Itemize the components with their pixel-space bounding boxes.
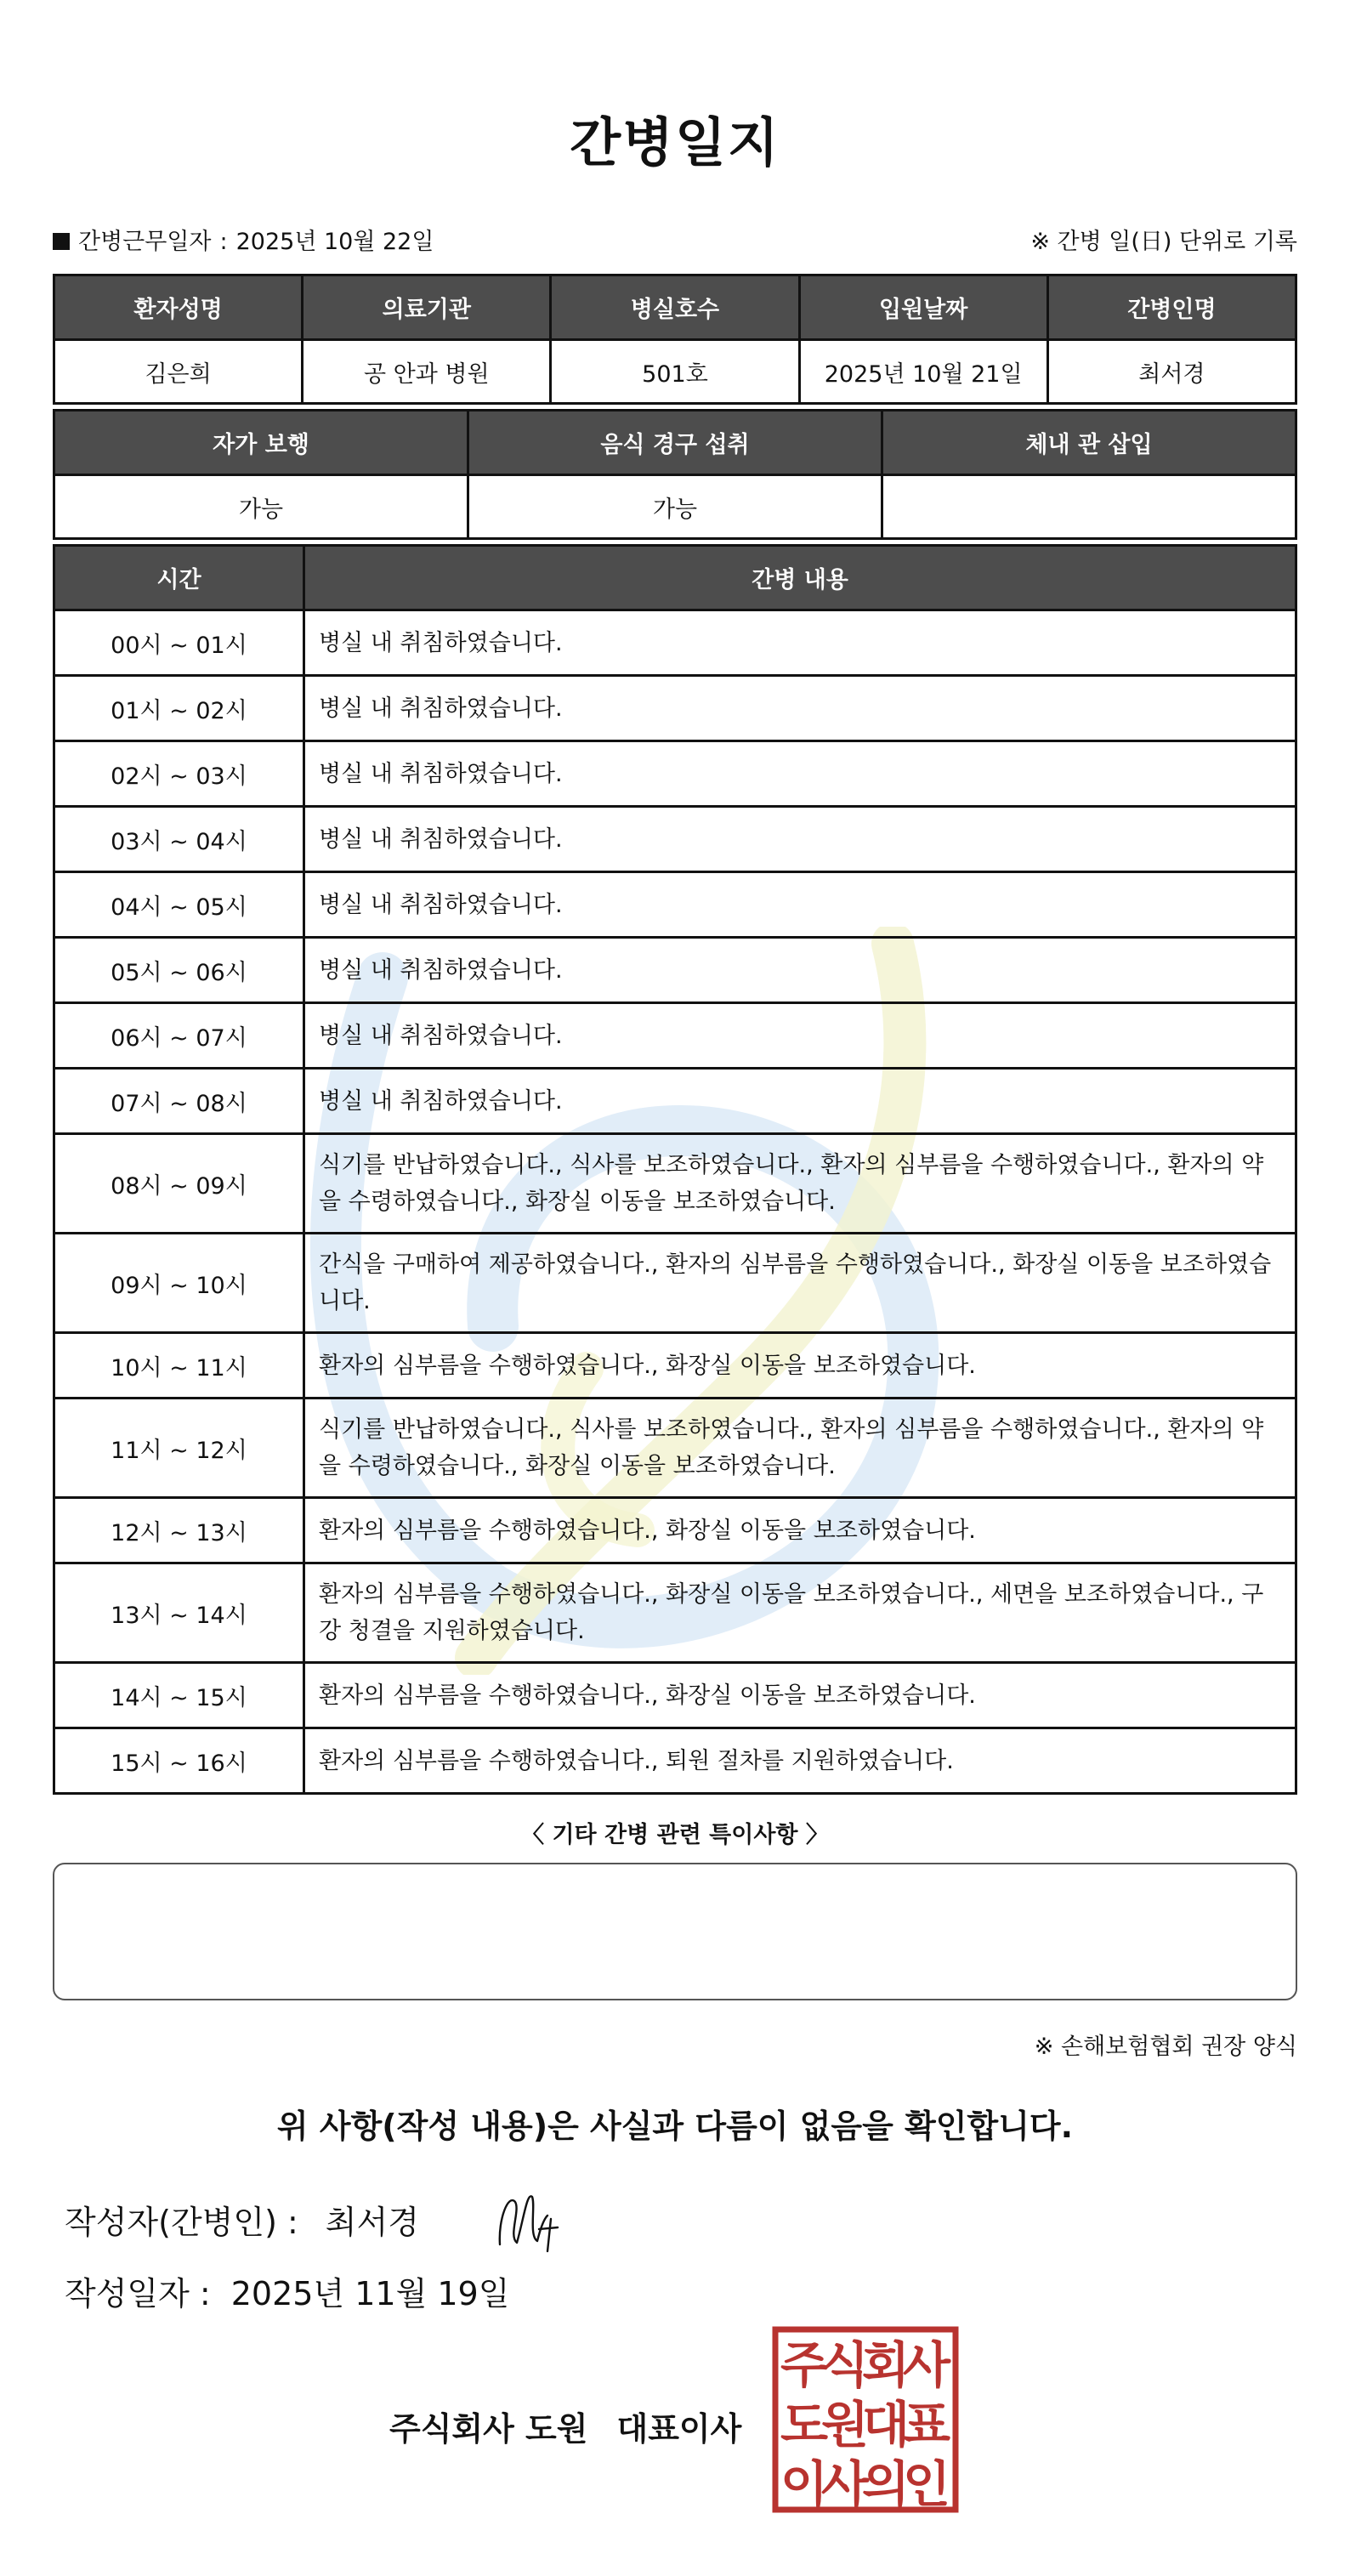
- svg-text:대: 대: [861, 2396, 910, 2454]
- header-caregiver-name: 간병인명: [1047, 275, 1296, 340]
- work-date-line: [53, 223, 434, 256]
- patient-info-value-row: [54, 340, 1296, 404]
- svg-text:원: 원: [820, 2396, 870, 2454]
- tube-insertion-value: [882, 475, 1296, 539]
- log-content: 식기를 반납하였습니다., 식사를 보조하였습니다., 환자의 심부름을 수행하였습니다., 환자의 약을 수령하였습니다., 화장실 이동을 보조하였습니다.: [304, 1134, 1296, 1234]
- admission-date: 2025년 10월 21일: [799, 340, 1047, 404]
- log-content: 환자의 심부름을 수행하였습니다., 화장실 이동을 보조하였습니다.: [304, 1663, 1296, 1728]
- log-time: 05시 ~ 06시: [54, 938, 304, 1003]
- header-oral-intake: 음식 경구 섭취: [468, 411, 882, 475]
- patient-status-header-row: [54, 411, 1296, 475]
- patient-name: 김은희: [54, 340, 303, 404]
- record-unit-note: ※ 간병 일(日) 단위로 기록: [1030, 229, 1297, 255]
- log-time: 04시 ~ 05시: [54, 872, 304, 938]
- remarks-box: [53, 1863, 1297, 2000]
- header-hospital: 의료기관: [303, 275, 551, 340]
- care-log-header-row: [54, 546, 1296, 610]
- log-content: 병실 내 취침하였습니다.: [304, 872, 1296, 938]
- log-time: 06시 ~ 07시: [54, 1003, 304, 1069]
- table-row: [54, 741, 1296, 807]
- log-content: 환자의 심부름을 수행하였습니다., 화장실 이동을 보조하였습니다., 세면을 보조하였습니다., 구강 청결을 지원하였습니다.: [304, 1563, 1296, 1663]
- oral-intake-value: 가능: [468, 475, 882, 539]
- header-patient-name: 환자성명: [54, 275, 303, 340]
- log-content: 병실 내 취침하였습니다.: [304, 1069, 1296, 1134]
- log-content: 간식을 구매하여 제공하였습니다., 환자의 심부름을 수행하였습니다., 화장실 이동을 보조하였습니다.: [304, 1234, 1296, 1333]
- table-row: [54, 1069, 1296, 1134]
- work-date-colon: :: [219, 229, 228, 255]
- log-time: 10시 ~ 11시: [54, 1333, 304, 1399]
- log-time: 00시 ~ 01시: [54, 610, 304, 676]
- log-time: 03시 ~ 04시: [54, 807, 304, 872]
- header-room-number: 병실호수: [551, 275, 799, 340]
- work-date-value: 2025년 10월 22일: [235, 229, 434, 255]
- writer-label: 작성자(간병인) :: [65, 2204, 298, 2241]
- header-care-content: 간병 내용: [304, 546, 1296, 610]
- written-date-label: 작성일자 :: [65, 2275, 211, 2312]
- caregiver-name: 최서경: [1047, 340, 1296, 404]
- header-self-walking: 자가 보행: [54, 411, 468, 475]
- hospital-name: 공 안과 병원: [303, 340, 551, 404]
- work-date-label: 간병근무일자: [78, 229, 212, 255]
- table-row: [54, 1498, 1296, 1563]
- black-square-icon: [53, 233, 70, 250]
- log-content: 환자의 심부름을 수행하였습니다., 화장실 이동을 보조하였습니다.: [304, 1498, 1296, 1563]
- table-row: [54, 1663, 1296, 1728]
- table-row: [54, 1728, 1296, 1794]
- log-time: 11시 ~ 12시: [54, 1399, 304, 1498]
- header-time: 시간: [54, 546, 304, 610]
- log-content: 병실 내 취침하였습니다.: [304, 1003, 1296, 1069]
- company-name: 주식회사 도원: [389, 2410, 588, 2448]
- svg-text:이: 이: [780, 2455, 829, 2513]
- patient-info-header-row: [54, 275, 1296, 340]
- writer-line: [65, 2196, 419, 2243]
- page-title: 간병일지: [570, 111, 780, 173]
- log-content: 환자의 심부름을 수행하였습니다., 화장실 이동을 보조하였습니다.: [304, 1333, 1296, 1399]
- svg-text:주: 주: [780, 2336, 829, 2394]
- log-content: 병실 내 취침하였습니다.: [304, 938, 1296, 1003]
- written-date-line: [65, 2267, 509, 2314]
- confirmation-statement: 위 사항(작성 내용)은 사실과 다름이 없음을 확인합니다.: [276, 2108, 1074, 2145]
- log-time: 07시 ~ 08시: [54, 1069, 304, 1134]
- log-time: 09시 ~ 10시: [54, 1234, 304, 1333]
- log-time: 13시 ~ 14시: [54, 1563, 304, 1663]
- log-time: 01시 ~ 02시: [54, 676, 304, 741]
- recommendation-note: ※ 손해보험협회 권장 양식: [1034, 2034, 1297, 2060]
- svg-text:표: 표: [902, 2396, 951, 2454]
- header-tube-insertion: 체내 관 삽입: [882, 411, 1296, 475]
- patient-status-value-row: [54, 475, 1296, 539]
- table-row: [54, 1563, 1296, 1663]
- self-walking-value: 가능: [54, 475, 468, 539]
- table-row: [54, 807, 1296, 872]
- signature-icon: [491, 2185, 568, 2253]
- room-number: 501호: [551, 340, 799, 404]
- table-row: [54, 1134, 1296, 1234]
- care-log-table: [53, 544, 1297, 1795]
- table-row: [54, 1003, 1296, 1069]
- log-time: 08시 ~ 09시: [54, 1134, 304, 1234]
- header-admission-date: 입원날짜: [799, 275, 1047, 340]
- log-content: 병실 내 취침하였습니다.: [304, 610, 1296, 676]
- table-row: [54, 1399, 1296, 1498]
- written-date-value: 2025년 11월 19일: [230, 2275, 510, 2312]
- log-time: 15시 ~ 16시: [54, 1728, 304, 1794]
- log-time: 14시 ~ 15시: [54, 1663, 304, 1728]
- svg-text:사: 사: [902, 2336, 951, 2394]
- log-content: 병실 내 취침하였습니다.: [304, 676, 1296, 741]
- svg-text:인: 인: [902, 2455, 951, 2513]
- table-row: [54, 610, 1296, 676]
- svg-text:식: 식: [820, 2336, 870, 2394]
- svg-text:의: 의: [861, 2455, 910, 2513]
- table-row: [54, 872, 1296, 938]
- company-line: [389, 2403, 741, 2449]
- table-row: [54, 1333, 1296, 1399]
- writer-name: 최서경: [325, 2204, 419, 2241]
- log-time: 12시 ~ 13시: [54, 1498, 304, 1563]
- company-ceo-title: 대표이사: [616, 2410, 742, 2448]
- table-row: [54, 1234, 1296, 1333]
- table-row: [54, 938, 1296, 1003]
- svg-text:사: 사: [820, 2455, 870, 2513]
- svg-text:도: 도: [780, 2396, 829, 2454]
- log-content: 식기를 반납하였습니다., 식사를 보조하였습니다., 환자의 심부름을 수행하였습니다., 환자의 약을 수령하였습니다., 화장실 이동을 보조하였습니다.: [304, 1399, 1296, 1498]
- company-seal-icon: [772, 2326, 959, 2513]
- remarks-title: 〈 기타 간병 관련 특이사항 〉: [521, 1822, 829, 1848]
- svg-text:회: 회: [861, 2336, 910, 2394]
- patient-info-table: [53, 274, 1297, 405]
- log-content: 병실 내 취침하였습니다.: [304, 741, 1296, 807]
- log-content: 환자의 심부름을 수행하였습니다., 퇴원 절차를 지원하였습니다.: [304, 1728, 1296, 1794]
- log-content: 병실 내 취침하였습니다.: [304, 807, 1296, 872]
- log-time: 02시 ~ 03시: [54, 741, 304, 807]
- patient-status-table: [53, 409, 1297, 540]
- table-row: [54, 676, 1296, 741]
